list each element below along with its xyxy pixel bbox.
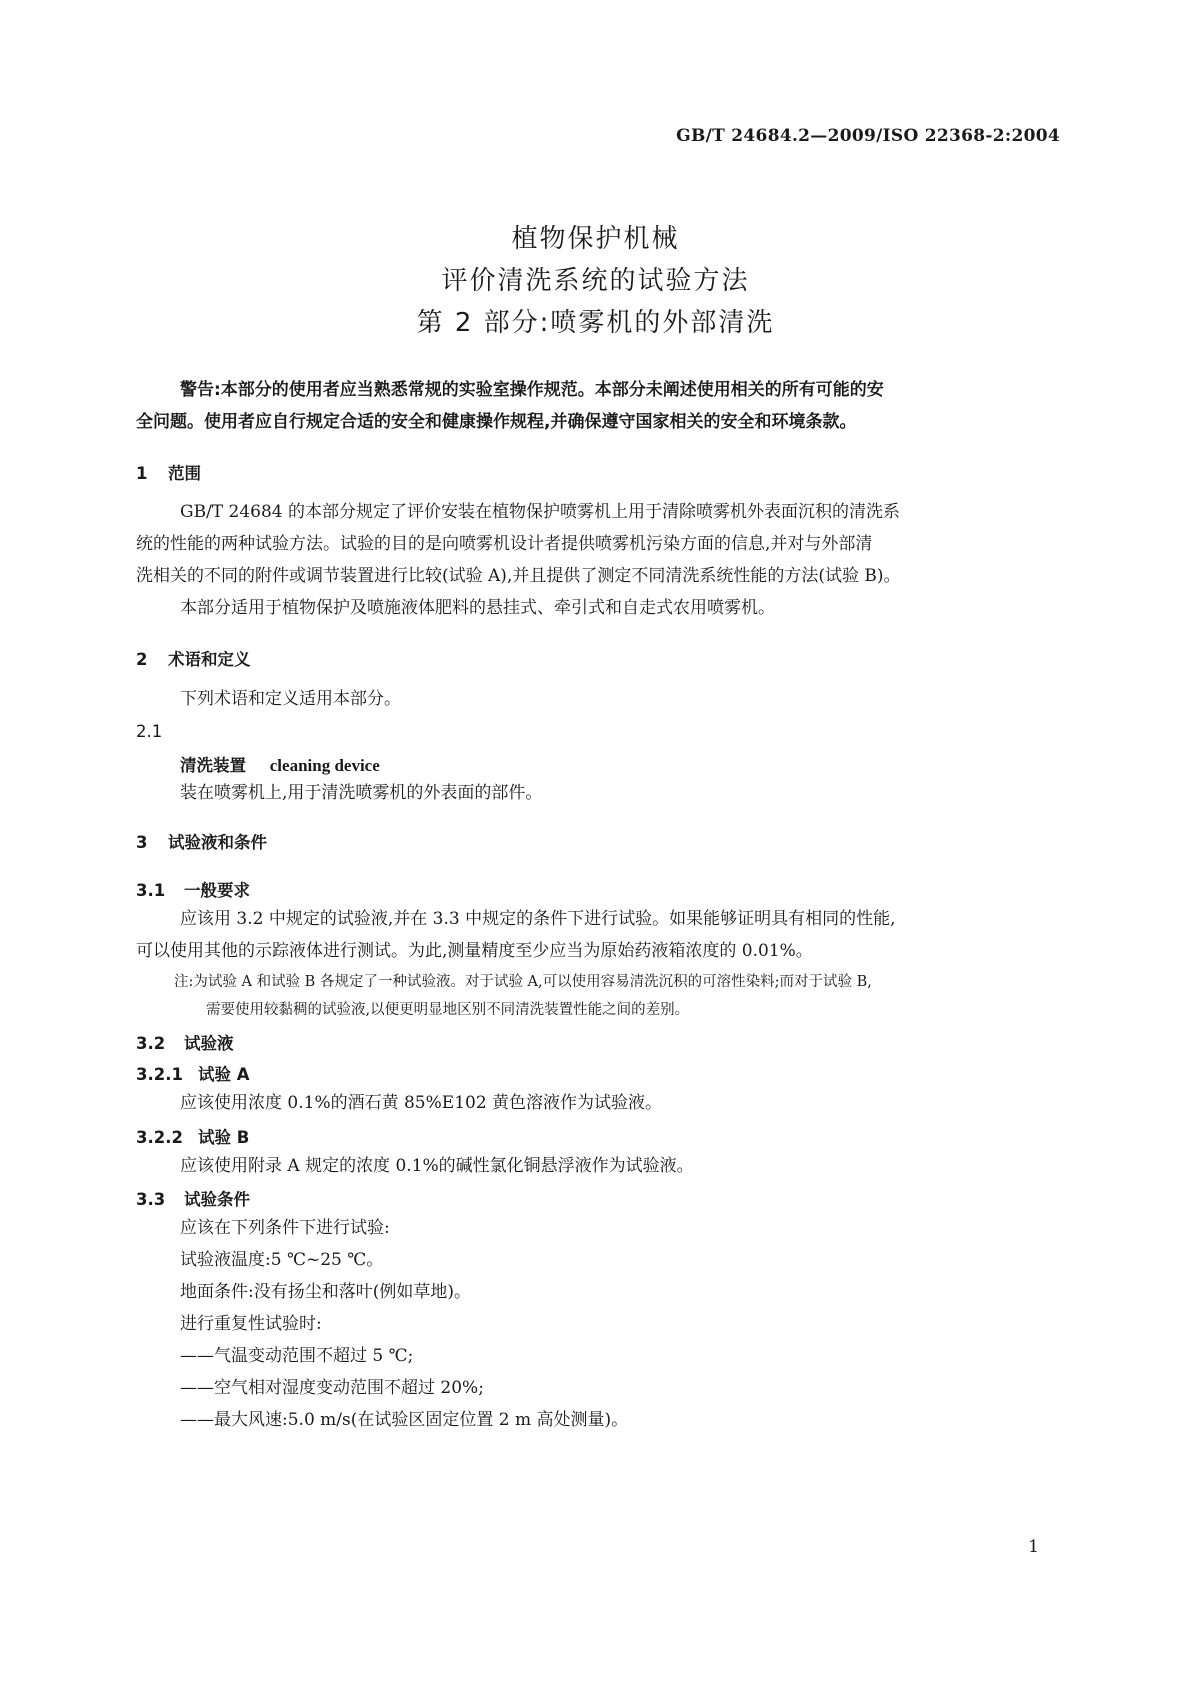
term-2-1-definition: 装在喷雾机上,用于清洗喷雾机的外表面的部件。 (180, 783, 543, 803)
section-title: 试验条件 (184, 1190, 250, 1209)
section-3-2-heading (136, 1030, 234, 1054)
page-number: 1 (1028, 1537, 1039, 1557)
scope-para1-line1: GB/T 24684 的本部分规定了评价安装在植物保护喷雾机上用于清除喷雾机外表面沉积的清洗系 (180, 502, 901, 522)
section-3-2-2-heading (136, 1124, 249, 1148)
note-line1: 注:为试验 A 和试验 B 各规定了一种试验液。对于试验 A,可以使用容易清洗沉积的可溶性染料;而对于试验 B, (174, 974, 872, 990)
section-number: 3 (136, 833, 148, 852)
section-3-3-heading (136, 1186, 250, 1210)
section-number: 2 (136, 650, 148, 669)
warning-line-2: 全问题。使用者应自行规定合适的安全和健康操作规程,并确保遵守国家相关的安全和环境条款。 (136, 412, 857, 432)
section-title: 一般要求 (184, 881, 250, 900)
scope-para1-line2: 统的性能的两种试验方法。试验的目的是向喷雾机设计者提供喷雾机污染方面的信息,并对与外部清 (136, 534, 873, 554)
section-number: 3.2.2 (136, 1128, 183, 1147)
test-a-text: 应该使用浓度 0.1%的酒石黄 85%E102 黄色溶液作为试验液。 (180, 1093, 663, 1113)
section-number: 3.1 (136, 881, 166, 900)
section-3-2-1-heading (136, 1061, 250, 1085)
conditions-intro: 应该在下列条件下进行试验: (180, 1218, 390, 1238)
general-req-line1: 应该用 3.2 中规定的试验液,并在 3.3 中规定的条件下进行试验。如果能够证明具有相同的性能, (180, 909, 896, 929)
section-1-heading (136, 460, 201, 484)
title-line-1: 植物保护机械 (511, 224, 680, 254)
title-line-3: 第 2 部分:喷雾机的外部清洗 (416, 308, 775, 338)
conditions-item-humidity: ——空气相对湿度变动范围不超过 20%; (180, 1378, 484, 1398)
title-line-2: 评价清洗系统的试验方法 (441, 266, 750, 296)
section-title: 术语和定义 (168, 650, 251, 669)
section-title: 试验 A (198, 1065, 250, 1084)
conditions-item-temp: ——气温变动范围不超过 5 ℃; (180, 1346, 414, 1366)
general-req-line2: 可以使用其他的示踪液体进行测试。为此,测量精度至少应当为原始药液箱浓度的 0.01%。 (136, 941, 813, 961)
section-title: 试验 B (198, 1128, 250, 1147)
conditions-ground: 地面条件:没有扬尘和落叶(例如草地)。 (180, 1282, 471, 1302)
section-number: 3.3 (136, 1190, 166, 1209)
section-number: 3.2.1 (136, 1065, 183, 1084)
note-line2: 需要使用较黏稠的试验液,以便更明显地区别不同清洗装置性能之间的差别。 (206, 1002, 690, 1018)
term-chinese: 清洗装置 (180, 756, 246, 775)
warning-line-1: 警告:本部分的使用者应当熟悉常规的实验室操作规范。本部分未阐述使用相关的所有可能的安 (180, 380, 884, 400)
conditions-item-wind: ——最大风速:5.0 m/s(在试验区固定位置 2 m 高处测量)。 (180, 1410, 629, 1430)
term-2-1-number: 2.1 (136, 722, 163, 741)
term-english: cleaning device (269, 756, 380, 775)
section-3-heading (136, 829, 267, 853)
section-number: 1 (136, 464, 148, 483)
section-3-1-heading (136, 877, 250, 901)
conditions-temperature: 试验液温度:5 ℃~25 ℃。 (180, 1250, 384, 1270)
scope-para1-line3: 洗相关的不同的附件或调节装置进行比较(试验 A),并且提供了测定不同清洗系统性能的方法(试验 B)。 (136, 566, 901, 586)
scope-para2: 本部分适用于植物保护及喷施液体肥料的悬挂式、牵引式和自走式农用喷雾机。 (180, 598, 775, 618)
section-title: 试验液 (184, 1034, 234, 1053)
term-2-1-heading (180, 752, 380, 776)
test-b-text: 应该使用附录 A 规定的浓度 0.1%的碱性氯化铜悬浮液作为试验液。 (180, 1156, 694, 1176)
section-number: 3.2 (136, 1034, 166, 1053)
terms-intro: 下列术语和定义适用本部分。 (180, 689, 401, 709)
section-title: 试验液和条件 (168, 833, 267, 852)
standard-number-header: GB/T 24684.2—2009/ISO 22368-2:2004 (676, 126, 1060, 146)
section-title: 范围 (168, 464, 201, 483)
section-2-heading (136, 646, 251, 670)
conditions-repeat-intro: 进行重复性试验时: (180, 1314, 322, 1334)
